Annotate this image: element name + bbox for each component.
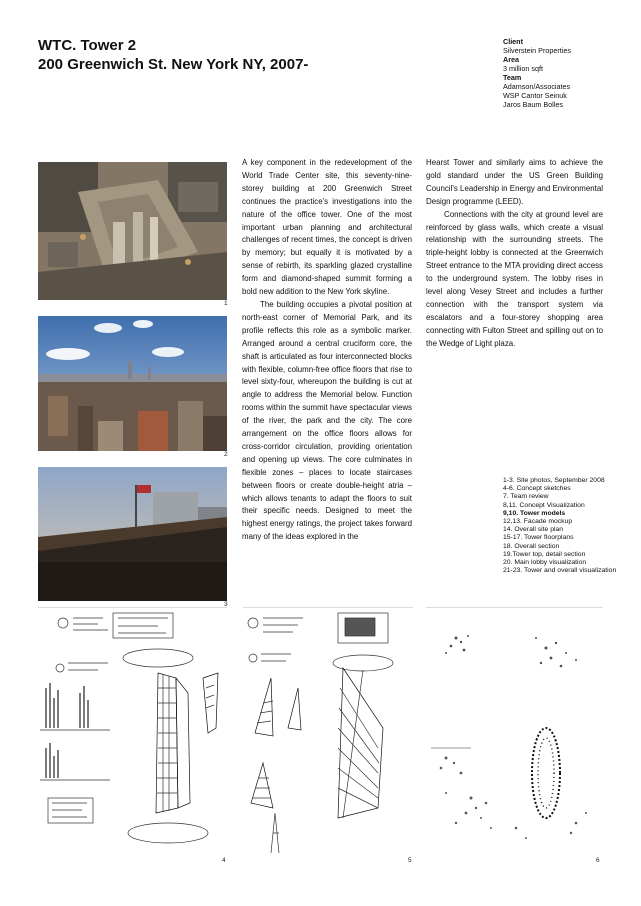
site-photo-aerial [38, 162, 227, 300]
body-column-2 [426, 157, 603, 351]
body-paragraph: The building occupies a pivotal position at north-east corner of Memorial Park, and its profile reflects this role as a symbolic marker. Arranged around a central cruciform core, the shaft is articulated as four interconnected blocks with flexible, column-free office floors that rise to level sixty-four, whereupon the building is cut at angle to address the Memorial below. Function rooms within the summit have spectacular views of the river, the park and the city. The core arrangement on the office floors allows for cross-corridor circulation, providing orientation and opening up views. The core culminates in flexible zones – places to locate staircases between floors or create double-height atria – which allows tenants to adapt the floors to suit their specific needs. Designed to meet the highest energy ratings, the project takes forward many of the ideas explored in the [242, 299, 412, 542]
site-photo-skyline [38, 316, 227, 451]
body-paragraph: A key component in the redevelopment of the World Trade Center site, this seventy-nine-storey building at 200 Greenwich Street continues the practice's investigations into the nature of the office tower. One of the most important urban planning and architectural challenges of recent times, the concept is driven by memory; but equally it is motivated by a sense of rebirth, its sparkling glazed crystalline form and diamond-shaped summit forming a bold new addition to the New York skyline. [242, 158, 412, 297]
caption-item: 8,11. Concept Visualization [503, 501, 585, 509]
photo-number: 2 [224, 451, 228, 458]
caption-item: 15-17. Tower floorplans [503, 534, 574, 542]
team-label: Team [503, 73, 522, 82]
caption-item: 4-6. Concept sketches [503, 485, 571, 493]
image-captions [503, 477, 625, 575]
caption-item: 21-23. Tower and overall visualization [503, 567, 617, 575]
client-value: Silverstein Properties [503, 46, 571, 55]
caption-item: 14. Overall site plan [503, 526, 564, 534]
concept-sketch-4 [38, 607, 227, 858]
team-member: Jaros Baum Bolles [503, 100, 563, 109]
caption-item: 18. Overall section [503, 542, 560, 550]
photo-number: 1 [224, 300, 228, 307]
caption-item: 7. Team review [503, 493, 549, 501]
team-member: Adamson/Associates [503, 82, 571, 91]
site-photo-street [38, 467, 227, 601]
body-paragraph: Connections with the city at ground level are reinforced by glass walls, which create a visual relationship with the surrounding streets. The triple-height lobby is connected at the Greenwich Street entrance to the MTA providing direct access to the underground system. The lobby rises in level along Vesey Street and includes a further connection with the transport system via escalators and a four-storey shopping area connecting with Fulton Street and spilling out on to the Wedge of Light plaza. [426, 209, 603, 348]
photo-number: 3 [224, 601, 228, 608]
client-label: Client [503, 37, 523, 46]
page-subtitle: 200 Greenwich St. New York NY, 2007- [38, 56, 309, 73]
body-column-1 [242, 157, 412, 544]
area-value: 3 million sqft [503, 64, 543, 73]
project-meta [503, 37, 623, 109]
concept-sketch-5 [243, 607, 413, 858]
team-member: WSP Cantor Seinuk [503, 91, 567, 100]
sketch-number: 6 [596, 857, 600, 864]
caption-item: 19.Tower top, detail section [503, 550, 586, 558]
sketch-number: 4 [222, 857, 226, 864]
caption-item: 1-3. Site photos, September 2008 [503, 477, 605, 484]
sketch-number: 5 [408, 857, 412, 864]
concept-sketch-6 [426, 607, 603, 858]
body-paragraph: Hearst Tower and similarly aims to achieve the gold standard under the US Green Building Council's Leadership in Energy and Environmental Design programme (LEED). [426, 158, 603, 206]
caption-item: 20. Main lobby visualization [503, 559, 587, 567]
caption-item: 9,10. Tower models [503, 509, 566, 517]
area-label: Area [503, 55, 519, 64]
caption-item: 12,13. Facade mockup [503, 518, 573, 526]
page-title: WTC. Tower 2 [38, 37, 137, 54]
